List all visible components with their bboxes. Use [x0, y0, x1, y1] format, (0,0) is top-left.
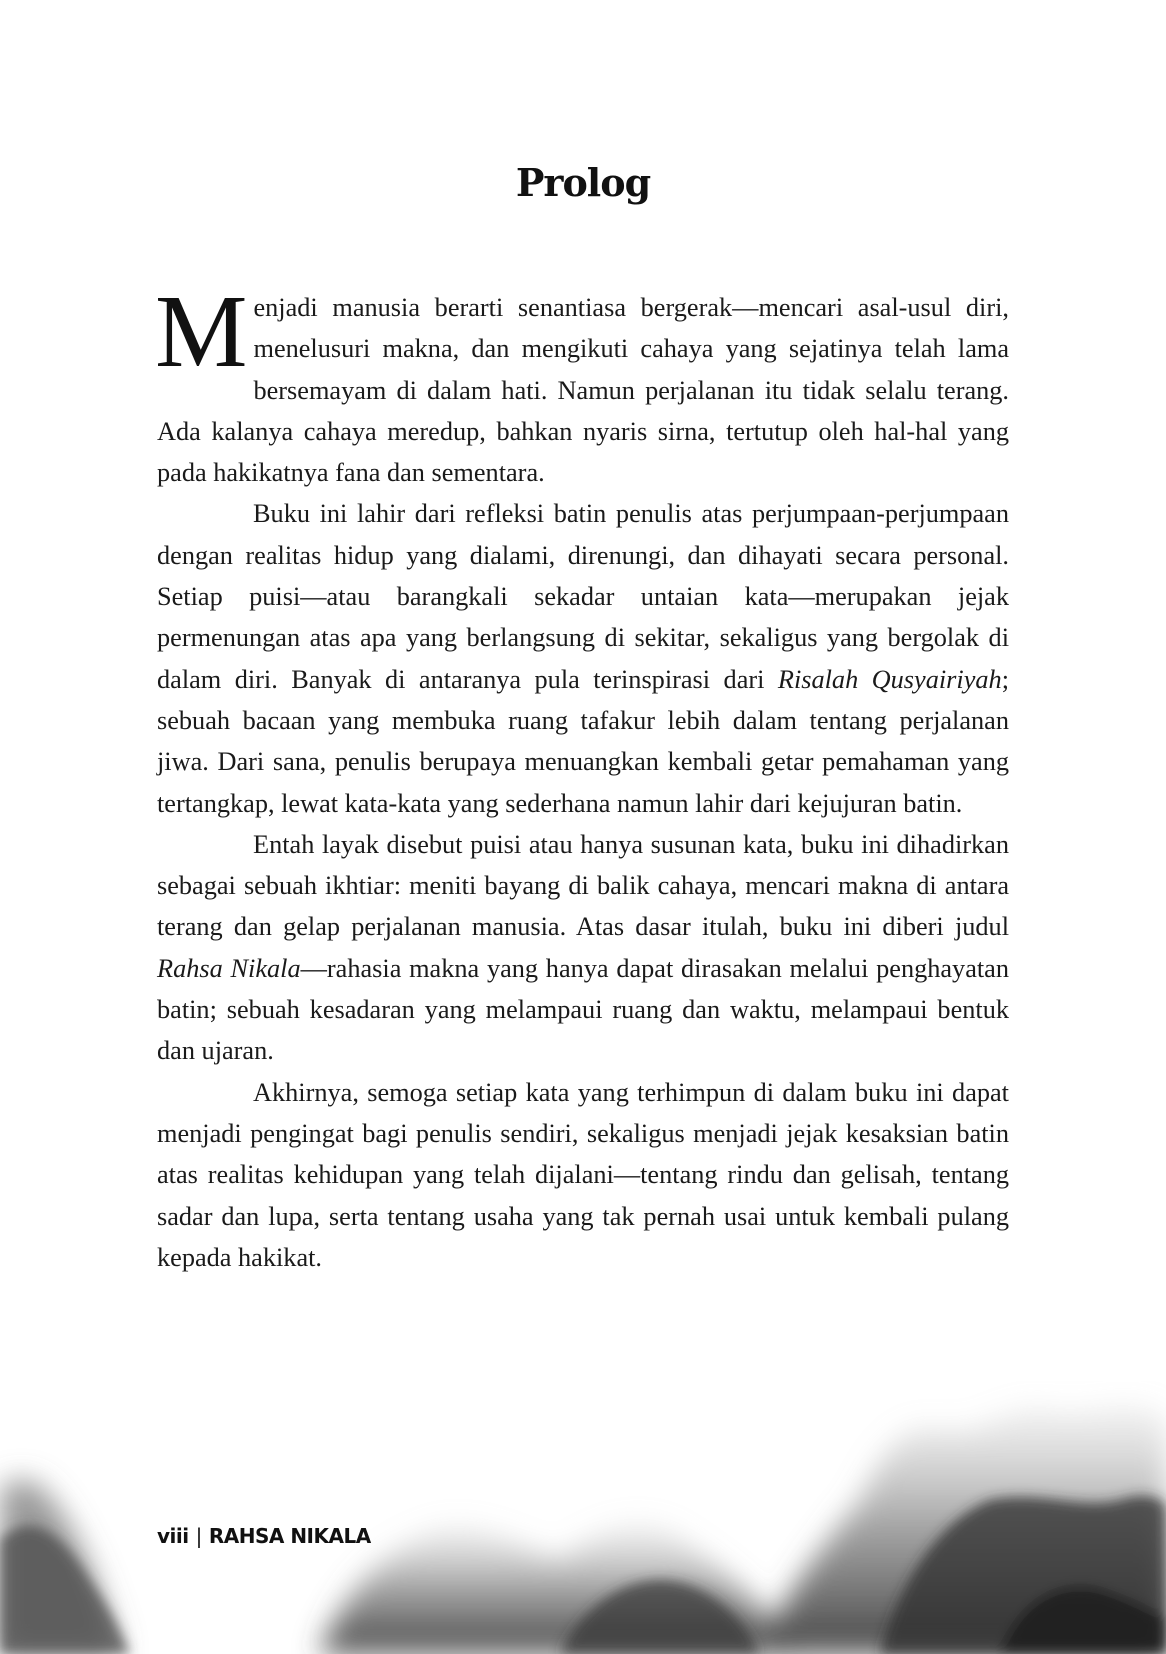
page-number: viii: [157, 1524, 189, 1548]
prolog-body: [155, 274, 1010, 1278]
italic-book-title: Rahsa Nikala: [157, 953, 301, 983]
ink-wash-decoration: [0, 1380, 1166, 1654]
running-title: RAHSA NIKALA: [208, 1524, 371, 1548]
paragraph-1-opening: enjadi manusia berarti senantiasa bergerak—mencari asal-usul diri, menelusuri makna, dan mengikuti cahaya yang: [253, 293, 1009, 364]
paragraph-3: [157, 824, 1009, 1072]
paragraph-1: [155, 274, 1009, 493]
paragraph-1-rest: sejatinya telah lama bersemayam di dalam hati. Namun perjalanan itu tidak selalu terang. Ada kalanya cahaya meredup, bahkan nyaris sirna, tertutup oleh hal-hal yang pada hakikatnya fana dan sementara.: [157, 334, 1009, 488]
footer-separator: |: [195, 1524, 202, 1548]
running-footer: [157, 1524, 371, 1548]
italic-book-reference: Risalah Qusyairiyah: [777, 664, 1002, 694]
paragraph-2-text-a: Buku ini lahir dari refleksi batin penulis atas perjumpaan-perjumpaan dengan realitas hidup yang dialami, direnungi, dan dihayati secara personal. Setiap puisi—atau barangkali sekadar untaian kata—merupakan jejak permenungan atas apa yang berlangsung di sekitar, sekaligus yang bergolak di dalam diri. Banyak di antaranya pula terinspirasi dari: [157, 499, 1009, 694]
paragraph-2-text-b: ; sebuah bacaan yang membuka ruang tafakur lebih dalam tentang perjalanan jiwa. Dari sana, penulis berupaya menuangkan kembali getar pemahaman yang tertangkap, lewat kata-kata yang sederhana namun lahir dari kejujuran batin.: [157, 664, 1009, 818]
paragraph-2: [157, 493, 1009, 823]
drop-cap: M: [155, 274, 248, 389]
paragraph-3-text-b: —rahasia makna yang hanya dapat dirasakan melalui penghayatan batin; sebuah kesadaran yang melampaui ruang dan waktu, melampaui bentuk dan ujaran.: [157, 953, 1010, 1066]
paragraph-4: Akhirnya, semoga setiap kata yang terhimpun di dalam buku ini dapat menjadi pengingat bagi penulis sendiri, sekaligus menjadi jejak kesaksian batin atas realitas kehidupan yang telah dijalani—tentang rindu dan gelisah, tentang sadar dan lupa, serta tentang usaha yang tak pernah usai untuk kembali pulang kepada hakikat.: [157, 1077, 1009, 1272]
chapter-title: Prolog: [515, 160, 651, 205]
paragraph-3-text-a: Entah layak disebut puisi atau hanya susunan kata, buku ini dihadirkan sebagai sebuah ikhtiar: meniti bayang di balik cahaya, mencari makna di antara terang dan gelap perjalanan manusia. Atas dasar itulah, buku ini diberi judul: [157, 829, 1009, 942]
